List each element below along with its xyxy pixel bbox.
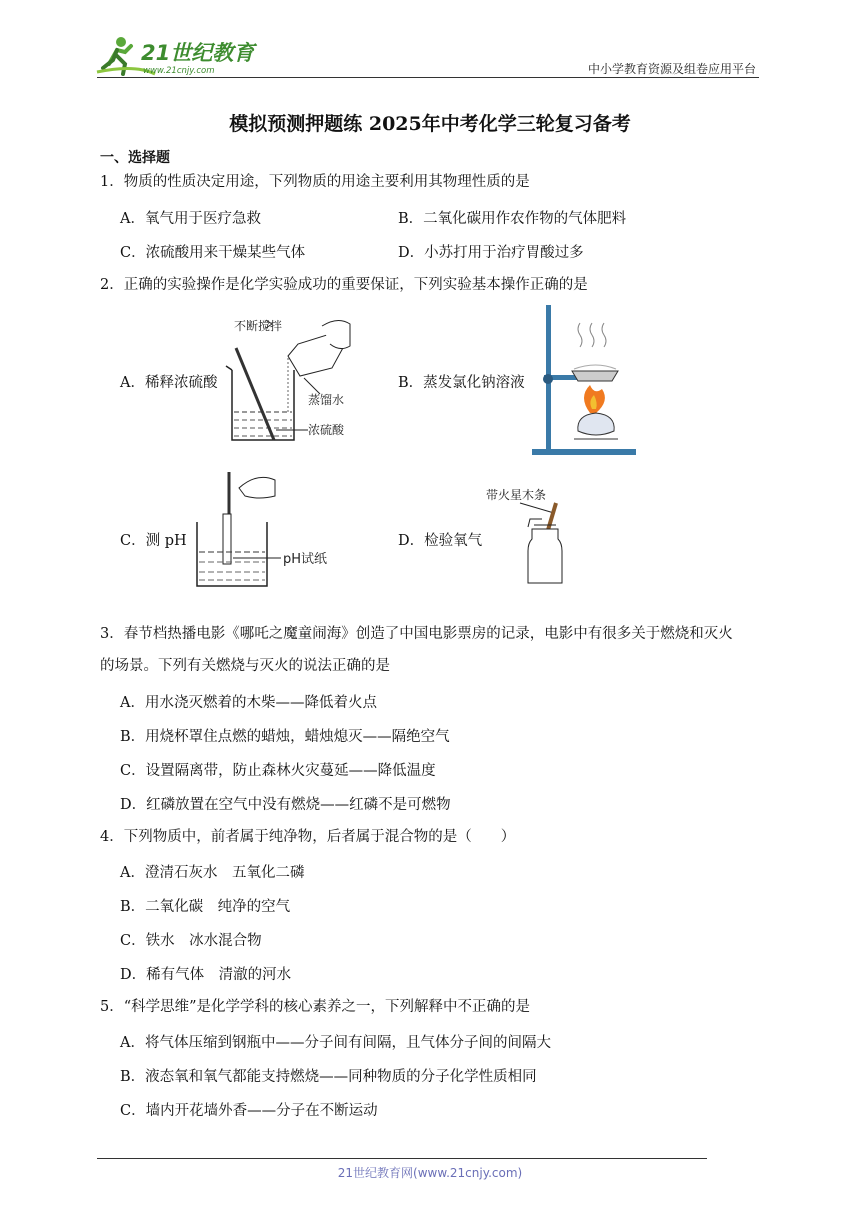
figure-test-oxygen (478, 485, 598, 593)
site-logo (95, 34, 265, 78)
question-5-stem: 5．“科学思维”是化学学科的核心素养之一，下列解释中不正确的是 (100, 999, 531, 1015)
question-1-option-c: C．浓硫酸用来干燥某些气体 (120, 245, 306, 261)
question-3-option-d: D．红磷放置在空气中没有燃烧——红磷不是可燃物 (120, 797, 451, 813)
svg-text:不断搅拌: 不断搅拌 (234, 319, 283, 333)
question-5-option-b: B．液态氧和氧气都能支持燃烧——同种物质的分子化学性质相同 (120, 1069, 537, 1085)
svg-text:蒸馏水: 蒸馏水 (308, 393, 345, 407)
footer-divider (97, 1158, 707, 1159)
question-1-option-a: A．氧气用于医疗急救 (120, 211, 261, 227)
section-heading: 一、选择题 (100, 150, 170, 166)
header-divider (97, 77, 759, 78)
question-2-option-d: D．检验氧气 (398, 533, 483, 549)
footer-link[interactable]: 21世纪教育网(www.21cnjy.com) (337, 1166, 523, 1180)
svg-text:21世纪教育: 21世纪教育 (141, 41, 255, 65)
svg-text:浓硫酸: 浓硫酸 (308, 423, 345, 437)
question-4-option-b: B．二氧化碳 纯净的空气 (120, 899, 291, 915)
figure-measure-ph (193, 470, 373, 594)
svg-text:www.21cnjy.com: www.21cnjy.com (143, 66, 215, 76)
question-5-option-a: A．将气体压缩到钢瓶中——分子间有间隔，且气体分子间的间隔大 (120, 1035, 551, 1051)
question-3-option-b: B．用烧杯罩住点燃的蜡烛，蜡烛熄灭——隔绝空气 (120, 729, 450, 745)
question-1-option-b: B．二氧化碳用作农作物的气体肥料 (398, 211, 627, 227)
question-3-option-a: A．用水浇灭燃着的木柴——降低着火点 (120, 695, 377, 711)
question-3-stem-line2: 的场景。下列有关燃烧与灭火的说法正确的是 (100, 658, 390, 674)
svg-text:pH试纸: pH试纸 (283, 552, 328, 567)
question-1-option-d: D．小苏打用于治疗胃酸过多 (398, 245, 584, 261)
question-4-stem: 4．下列物质中，前者属于纯净物，后者属于混合物的是（ ） (100, 829, 516, 845)
question-2-option-b: B．蒸发氯化钠溶液 (398, 375, 525, 391)
platform-label: 中小学教育资源及组卷应用平台 (587, 62, 756, 76)
question-1-stem: 1．物质的性质决定用途，下列物质的用途主要利用其物理性质的是 (100, 174, 530, 190)
question-3-stem-line1: 3．春节档热播电影《哪吒之魔童闹海》创造了中国电影票房的记录，电影中有很多关于燃烧和灭火 (100, 626, 733, 642)
page-title: 模拟预测押题练 2025年中考化学三轮复习备考 (229, 113, 631, 135)
question-5-option-c: C．墙内开花墙外香——分子在不断运动 (120, 1103, 378, 1119)
figure-dilute-acid (222, 316, 372, 448)
figure-evaporation (530, 303, 642, 463)
question-2-option-c: C．测 pH (120, 533, 187, 549)
svg-text:带火星木条: 带火星木条 (486, 488, 547, 502)
question-2-option-a: A．稀释浓硫酸 (120, 375, 218, 391)
question-4-option-d: D．稀有气体 清澈的河水 (120, 967, 292, 983)
question-2-stem: 2．正确的实验操作是化学实验成功的重要保证，下列实验基本操作正确的是 (100, 277, 588, 293)
question-4-option-c: C．铁水 冰水混合物 (120, 933, 262, 949)
question-3-option-c: C．设置隔离带，防止森林火灾蔓延——降低温度 (120, 763, 436, 779)
question-4-option-a: A．澄清石灰水 五氧化二磷 (120, 865, 305, 881)
